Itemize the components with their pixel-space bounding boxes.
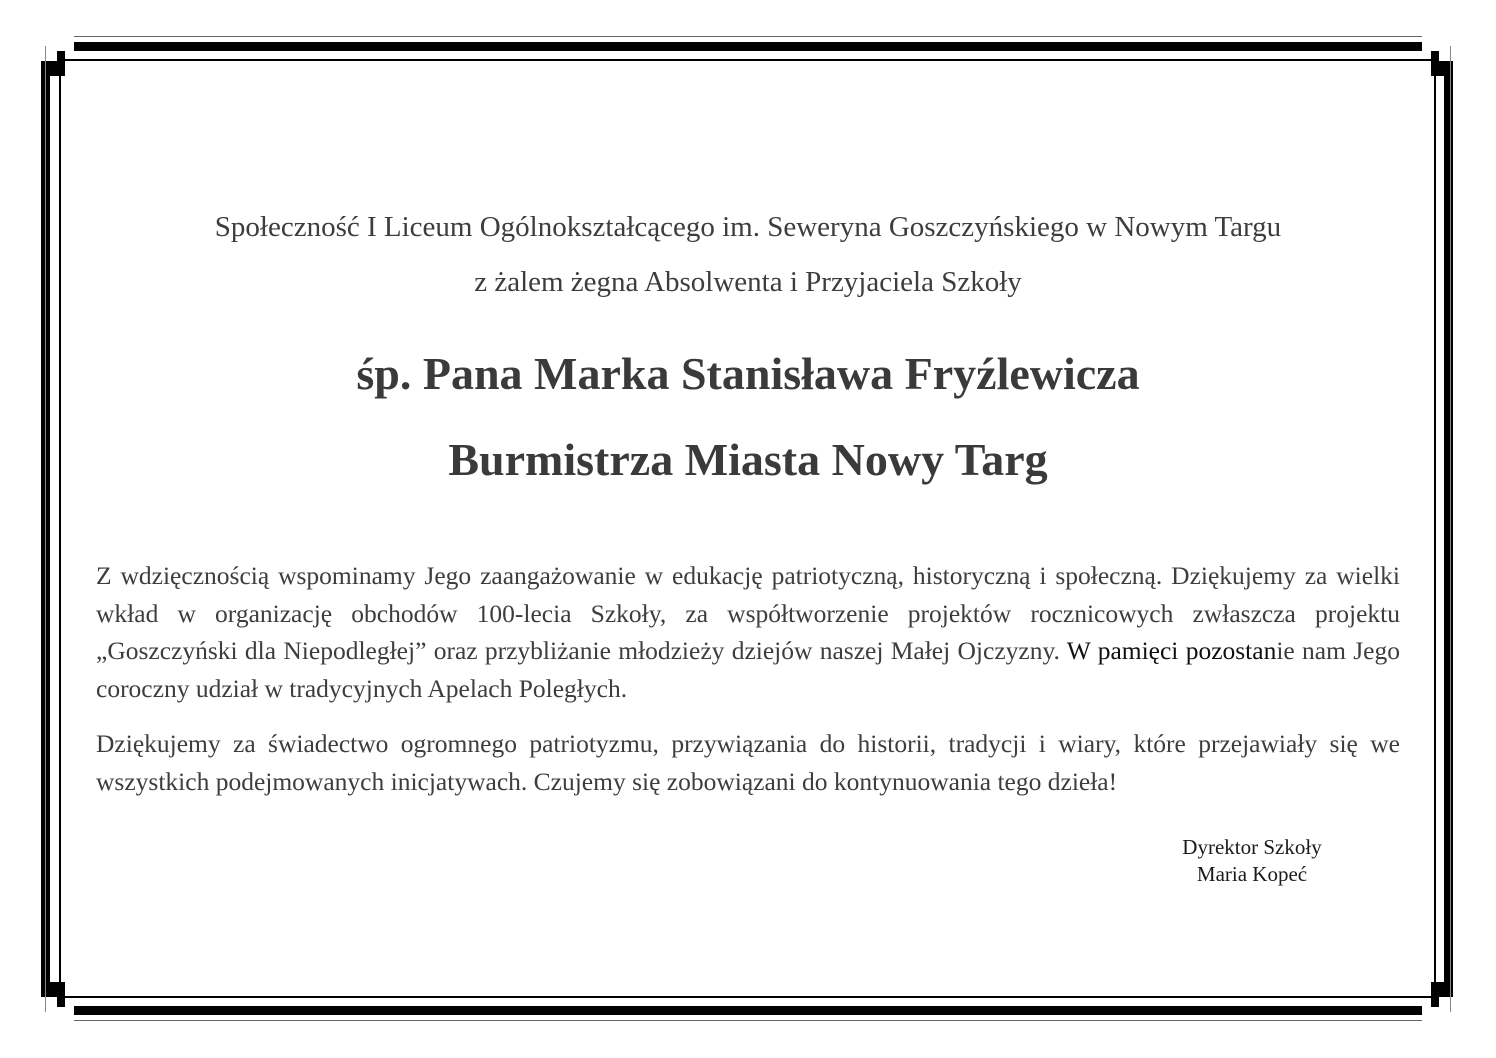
- signature-role: Dyrektor Szkoły: [1182, 835, 1322, 859]
- signature-name: Maria Kopeć: [1196, 862, 1308, 886]
- frame-inner-left: [59, 62, 61, 996]
- paragraph-1-start: Z wdzięcznością wspominamy Jego zaangażowanie w edukację patriotyczną, historyczną i społeczną. Dziękujemy za wielki wkład w organizację obchodów 100-lecia Szkoły, za współtworzenie projektów rocznicowych zwłaszcza projektu „Goszczyński dla Niepodległej” oraz przybliżanie młodzieży dziejów naszej Małej Ojczyzny.: [96, 561, 1400, 665]
- frame-inner-top: [62, 59, 1434, 61]
- frame-outer-bottom: [74, 1020, 1422, 1021]
- intro-line-2: z żalem żegna Absolwenta i Przyjaciela Szkoły: [474, 266, 1022, 298]
- frame-inner-right: [1434, 62, 1436, 996]
- intro-line-1: Społeczność I Liceum Ogólnokształcącego im. Seweryna Goszczyńskiego w Nowym Targu: [214, 211, 1282, 243]
- paragraph-2: Dziękujemy za świadectwo ogromnego patriotyzmu, przywiązania do historii, tradycji i wiary, które przejawiały się we wszystkich podejmowanych inicjatywach. Czujemy się zobowiązani do kontynuowania tego dzieła!: [96, 729, 1400, 796]
- frame-top-bar: [74, 42, 1422, 51]
- paragraph-1-end: ie nam Jego coroczny udział w tradycyjnych Apelach Poległych.: [96, 636, 1400, 703]
- deceased-title: Burmistrza Miasta Nowy Targ: [448, 434, 1048, 485]
- frame-outer-left: [45, 46, 46, 1012]
- frame-outer-right: [1450, 46, 1451, 1012]
- frame-inner-bottom: [62, 996, 1434, 998]
- frame-bottom-bar: [74, 1006, 1422, 1015]
- deceased-name: śp. Pana Marka Stanisława Fryźlewicza: [356, 348, 1140, 399]
- paragraph-1: [96, 557, 1400, 707]
- frame-outer-top: [74, 36, 1422, 37]
- paragraph-1-highlight: W pamięci pozostan: [1066, 636, 1277, 665]
- frame-right-bar: [1444, 76, 1453, 982]
- signature-block: [1152, 834, 1352, 888]
